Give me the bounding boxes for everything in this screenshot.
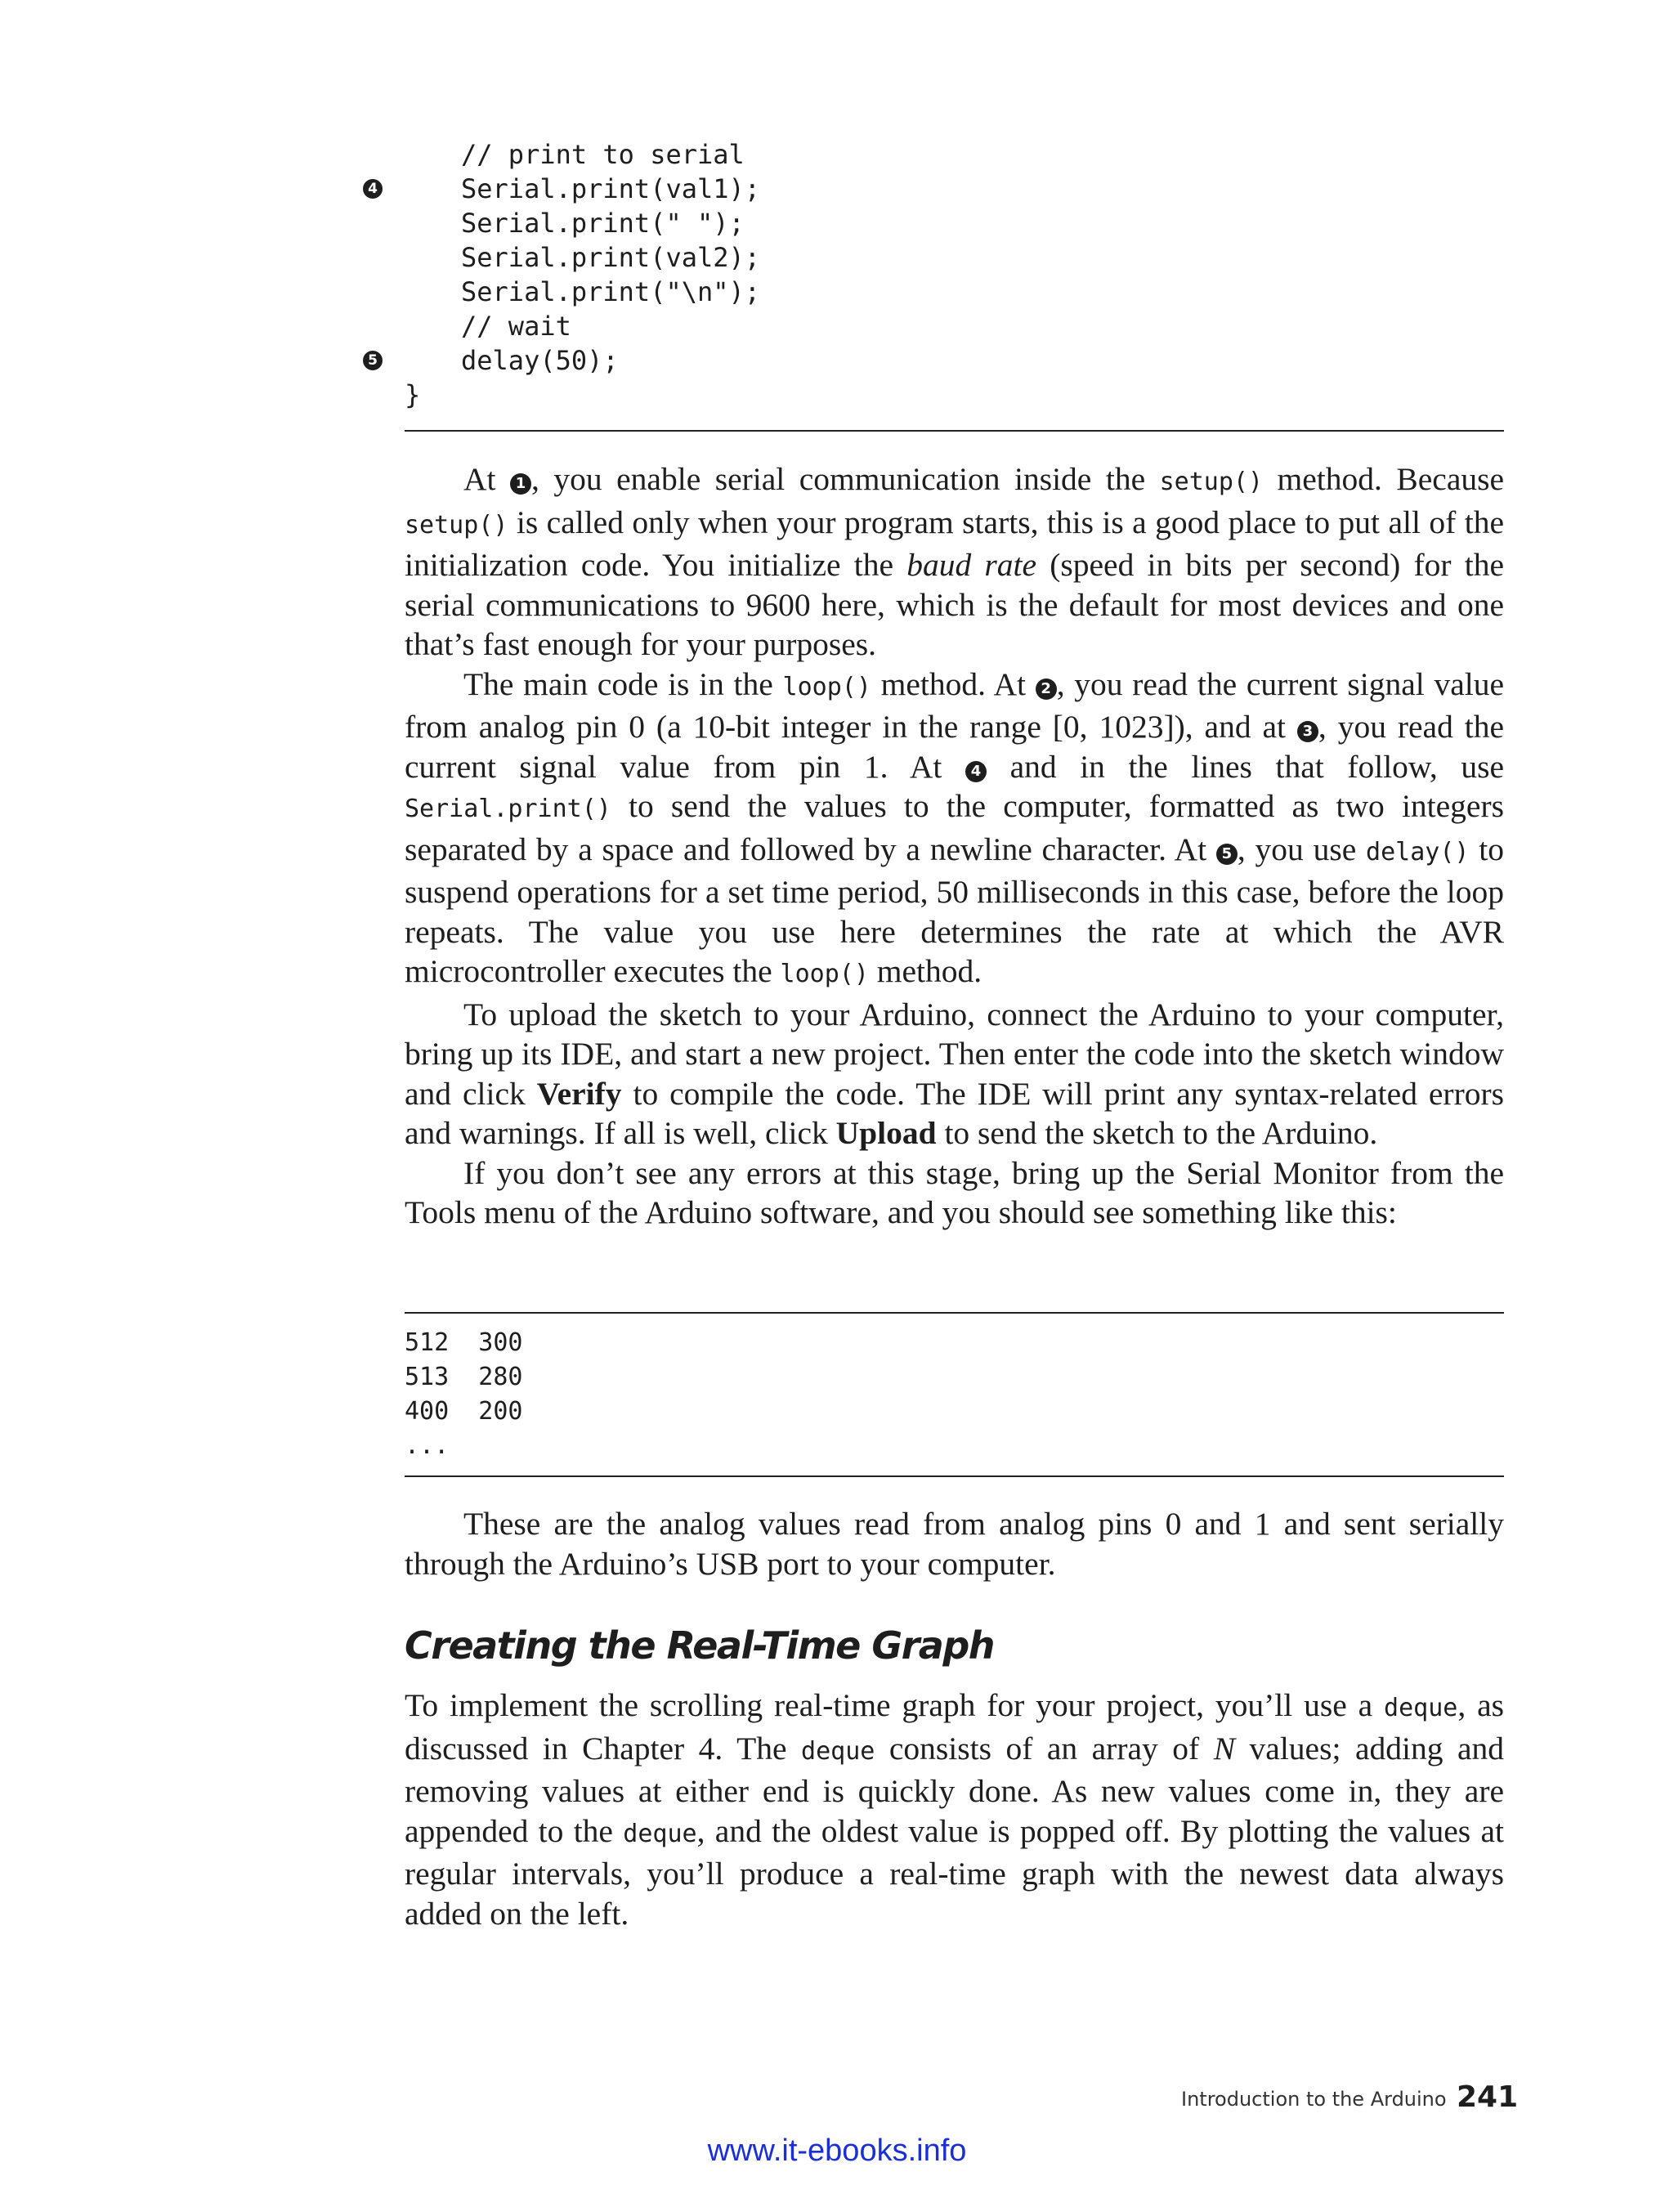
text-span: method. — [868, 953, 982, 989]
text-span: To upload the sketch to your Arduino, connect the Arduino to your computer, bring up its IDE, and start a new project. Then enter the code into the sketch window and click — [405, 996, 1504, 1112]
text-span: , and the oldest value is popped off. By plotting the values at regular intervals, you’ll produce a real-time graph with the newest data always added on the left. — [405, 1812, 1505, 1932]
running-footer-title: Introduction to the Arduino — [1181, 2088, 1447, 2111]
text-span: , you read the current signal value from analog pin 0 (a 10-bit integer in the range [0, 1023]), and at — [405, 665, 1504, 745]
text-span: is called only when your program starts, this is a good place to put all of the initialization code. You initialize the — [405, 504, 1504, 583]
code-line — [360, 275, 1504, 309]
body-text-3 — [405, 1686, 1504, 1933]
code-text: // wait — [461, 311, 571, 342]
text-span: To implement the scrolling real-time graph for your project, you’ll use a — [405, 1687, 1385, 1723]
code-line — [360, 343, 1504, 378]
output-line: ... — [405, 1431, 450, 1460]
paragraph-upload-sketch — [405, 995, 1504, 1153]
code-line — [360, 137, 1504, 172]
text-span: to compile the code. The IDE will print any syntax-related errors and warnings. If all is well, click — [405, 1075, 1504, 1151]
body-text-2 — [405, 1504, 1504, 1583]
code-bottom-rule — [405, 430, 1504, 432]
inline-code: setup() — [1159, 468, 1264, 496]
paragraph-serial-monitor — [405, 1153, 1504, 1233]
callout-marker-4: 4 — [363, 179, 383, 199]
code-text: // print to serial — [461, 139, 745, 170]
ui-term-verify: Verify — [536, 1075, 622, 1112]
text-span: (speed in bits per second) for the serial communications to 9600 here, which is the default for most devices and one that’s fast enough for your purposes. — [405, 547, 1504, 662]
output-bottom-rule — [405, 1475, 1504, 1477]
text-span: values; adding and removing values at either end is quickly done. As new values come in, they are appended to the — [405, 1730, 1504, 1849]
code-text: Serial.print("\n"); — [461, 276, 761, 307]
text-span: to send the sketch to the Arduino. — [936, 1115, 1378, 1151]
output-line: 400 200 — [405, 1397, 523, 1426]
callout-marker-5: 5 — [363, 351, 383, 370]
output-line: 513 280 — [405, 1363, 523, 1391]
code-text: Serial.print(val2); — [461, 242, 761, 273]
text-span: to suspend operations for a set time period, 50 milliseconds in this case, before the loop repeats. The value you use here determines the rate at which the AVR microcontroller executes the — [405, 831, 1504, 989]
inline-code: setup() — [405, 510, 508, 540]
body-text — [405, 459, 1504, 1233]
output-top-rule — [405, 1312, 1504, 1314]
paragraph-serial-setup — [405, 459, 1504, 665]
code-text: Serial.print(" "); — [461, 208, 745, 239]
text-span: The main code is in the — [463, 665, 783, 702]
serial-output-listing — [405, 1326, 1504, 1463]
paragraph-loop-method — [405, 665, 1504, 995]
text-span: to send the values to the computer, formatted as two integers separated by a space and followed by a newline character. At — [405, 788, 1504, 867]
text-span: consists of an array of — [875, 1730, 1214, 1766]
text-span: , as discussed in Chapter 4. The — [405, 1687, 1504, 1766]
code-text: Serial.print(val1); — [461, 173, 761, 204]
text-span: and in the lines that follow, use — [987, 748, 1504, 785]
callout-marker-1: 1 — [510, 473, 531, 495]
inline-code: delay() — [1366, 837, 1470, 866]
text-span: , you use — [1237, 831, 1367, 867]
paragraph-analog-values — [405, 1504, 1504, 1583]
inline-code: deque — [801, 1736, 875, 1766]
paragraph-deque — [405, 1686, 1504, 1933]
page-number: 241 — [1457, 2080, 1519, 2114]
code-listing — [360, 137, 1504, 412]
text-span: These are the analog values read from analog pins 0 and 1 and sent serially through the Arduino’s USB port to your computer. — [405, 1506, 1504, 1582]
closing-brace: } — [405, 379, 421, 410]
code-line — [360, 172, 1504, 206]
code-line — [360, 378, 1504, 412]
callout-marker-2: 2 — [1036, 678, 1057, 700]
text-span: If you don’t see any errors at this stage, bring up the Serial Monitor from the Tools menu of the Arduino software, and you should see something like this: — [405, 1154, 1504, 1230]
text-span: method. Because — [1263, 461, 1505, 497]
inline-code: loop() — [780, 960, 869, 988]
section-heading: Creating the Real-Time Graph — [405, 1623, 994, 1668]
text-span: , you enable serial communication inside the — [531, 461, 1160, 497]
text-span: method. At — [871, 665, 1036, 702]
callout-marker-5: 5 — [1216, 844, 1238, 865]
code-text: delay(50); — [461, 345, 619, 376]
code-line — [360, 206, 1504, 240]
ui-term-upload: Upload — [835, 1115, 937, 1151]
inline-code: loop() — [782, 672, 871, 701]
code-line — [360, 240, 1504, 275]
emphasis: baud rate — [906, 547, 1037, 583]
inline-code: deque — [623, 1819, 697, 1848]
code-line — [360, 309, 1504, 343]
emphasis: N — [1213, 1730, 1236, 1766]
watermark-link[interactable]: www.it-ebooks.info — [707, 2134, 967, 2168]
text-span: At — [463, 461, 511, 497]
inline-code: Serial.print() — [405, 795, 611, 823]
inline-code: deque — [1384, 1694, 1458, 1722]
output-line: 512 300 — [405, 1328, 523, 1357]
text-span: , you read the current signal value from pin 1. At — [405, 709, 1504, 785]
callout-marker-4: 4 — [965, 761, 987, 782]
callout-marker-3: 3 — [1297, 721, 1318, 742]
